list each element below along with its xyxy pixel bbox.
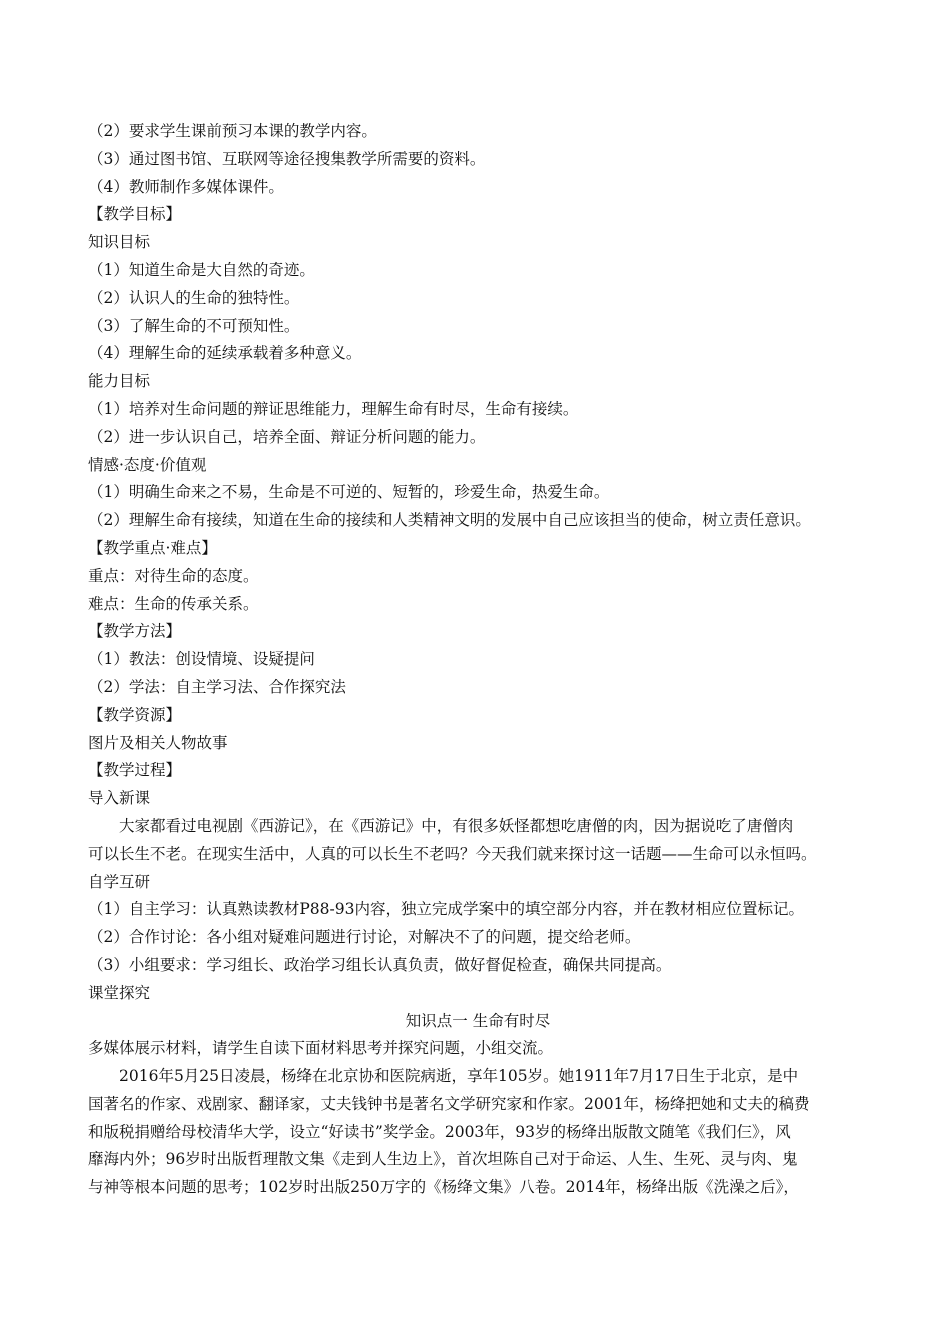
material-paragraph-line: 2016年5月25日凌晨，杨绛在北京协和医院病逝，享年105岁。她1911年7月17日生于北京，是中	[119, 1067, 799, 1086]
subheading-emotion: 情感·态度·价值观	[88, 455, 207, 474]
subheading-intro: 导入新课	[88, 789, 151, 808]
prep-item: （4）教师制作多媒体课件。	[88, 177, 284, 196]
self-study-item: （2）合作讨论：各小组对疑难问题进行讨论，对解决不了的问题，提交给老师。	[88, 928, 641, 947]
document-page	[88, 118, 868, 1202]
material-paragraph-line: 和版税捐赠给母校清华大学，设立“好读书”奖学金。2003年，93岁的杨绛出版散文随笔《我们仨》，风	[88, 1122, 791, 1141]
knowledge-item: （3）了解生命的不可预知性。	[88, 316, 300, 335]
ability-item: （1）培养对生命问题的辩证思维能力，理解生命有时尽，生命有接续。	[88, 399, 579, 418]
section-heading-process: 【教学过程】	[88, 761, 182, 780]
section-heading-goals: 【教学目标】	[88, 205, 182, 224]
knowledge-item: （2）认识人的生命的独特性。	[88, 288, 300, 307]
self-study-item: （1）自主学习：认真熟读教材P88-93内容，独立完成学案中的填空部分内容，并在教材相应位置标记。	[88, 900, 804, 919]
intro-paragraph-line: 大家都看过电视剧《西游记》，在《西游记》中，有很多妖怪都想吃唐僧的肉，因为据说吃了唐僧肉	[119, 816, 794, 835]
material-intro: 多媒体展示材料，请学生自读下面材料思考并探究问题，小组交流。	[88, 1039, 554, 1058]
method-item: （2）学法：自主学习法、合作探究法	[88, 677, 346, 696]
material-paragraph-line: 与神等根本问题的思考；102岁时出版250万字的《杨绛文集》八卷。2014年，杨绛出版《洗澡之后》，	[88, 1178, 799, 1197]
subheading-self-study: 自学互研	[88, 872, 151, 891]
emotion-item: （1）明确生命来之不易，生命是不可逆的、短暂的，珍爱生命，热爱生命。	[88, 483, 610, 502]
ability-item: （2）进一步认识自己，培养全面、辩证分析问题的能力。	[88, 427, 486, 446]
section-heading-key: 【教学重点·难点】	[88, 538, 217, 557]
prep-item: （3）通过图书馆、互联网等途径搜集教学所需要的资料。	[88, 149, 486, 168]
self-study-item: （3）小组要求：学习组长、政治学习组长认真负责，做好督促检查，确保共同提高。	[88, 955, 672, 974]
key-difficulty: 难点：生命的传承关系。	[88, 594, 259, 613]
emotion-item: （2）理解生命有接续，知道在生命的接续和人类精神文明的发展中自己应该担当的使命，树立责任意识。	[88, 511, 811, 530]
intro-paragraph-line: 可以长生不老。在现实生活中，人真的可以长生不老吗？今天我们就来探讨这一话题——生命可以永恒吗。	[88, 844, 817, 863]
subheading-knowledge: 知识目标	[88, 233, 151, 252]
section-heading-methods: 【教学方法】	[88, 622, 182, 641]
section-heading-resources: 【教学资源】	[88, 705, 182, 724]
subheading-explore: 课堂探究	[88, 983, 151, 1002]
key-focus: 重点：对待生命的态度。	[88, 566, 259, 585]
material-paragraph-line: 靡海内外；96岁时出版哲理散文集《走到人生边上》，首次坦陈自己对于命运、人生、生死、灵与肉、鬼	[88, 1150, 798, 1169]
subheading-ability: 能力目标	[88, 372, 151, 391]
knowledge-item: （1）知道生命是大自然的奇迹。	[88, 260, 315, 279]
knowledge-point-title: 知识点一 生命有时尽	[405, 1011, 551, 1030]
material-paragraph-line: 国著名的作家、戏剧家、翻译家，丈夫钱钟书是著名文学研究家和作家。2001年，杨绛把她和丈夫的稿费	[88, 1094, 810, 1113]
resources-text: 图片及相关人物故事	[88, 733, 228, 752]
knowledge-item: （4）理解生命的延续承载着多种意义。	[88, 344, 362, 363]
method-item: （1）教法：创设情境、设疑提问	[88, 650, 315, 669]
prep-item: （2）要求学生课前预习本课的教学内容。	[88, 122, 377, 140]
